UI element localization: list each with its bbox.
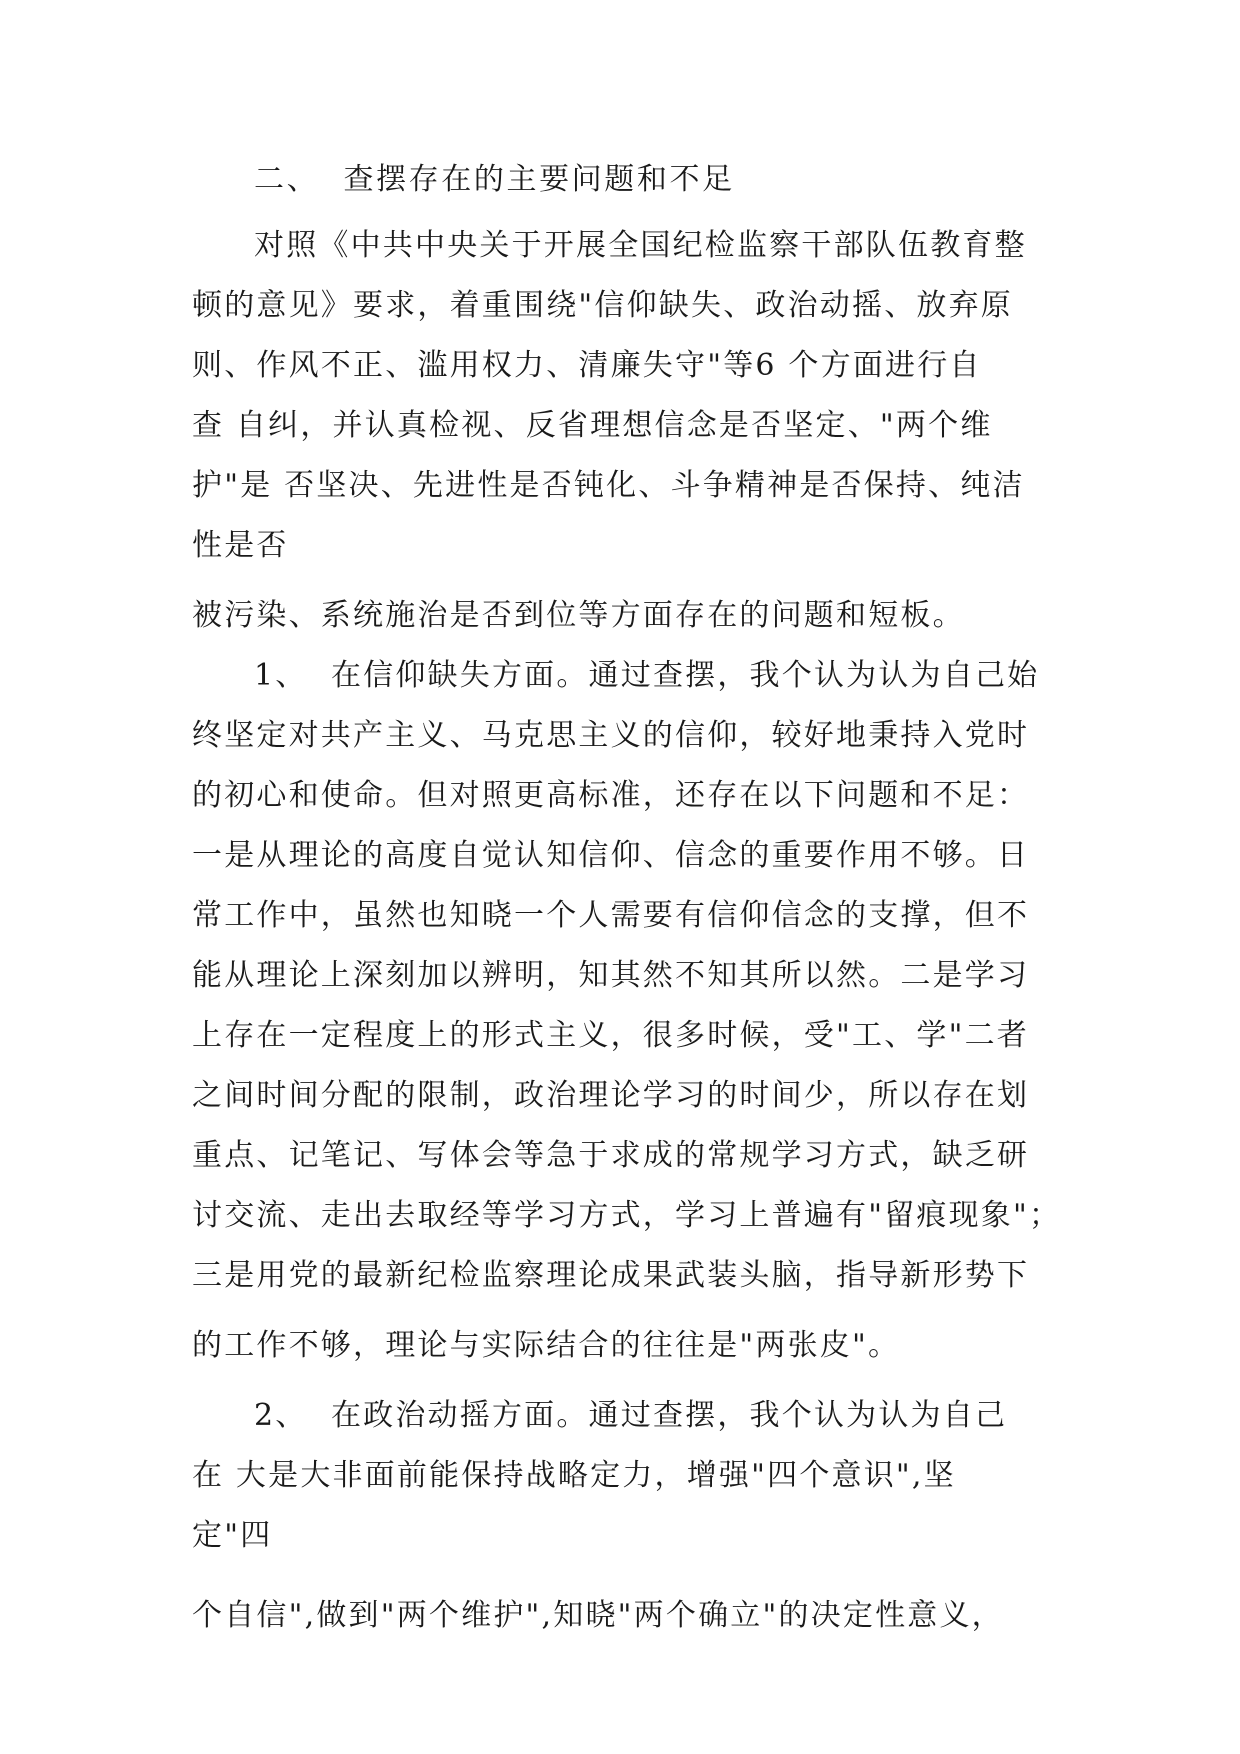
intro-line-5: 护"是 否坚决、先进性是否钝化、斗争精神是否保持、纯洁 bbox=[192, 468, 1025, 503]
intro-line-2: 顿的意见》要求，着重围绕"信仰缺失、政治动摇、放弃原 bbox=[192, 288, 1013, 323]
intro-line-1: 对照《中共中央关于开展全国纪检监察干部队伍教育整 bbox=[254, 228, 1027, 263]
item1-line-12: 的工作不够，理论与实际结合的往往是"两张皮"。 bbox=[192, 1328, 901, 1363]
item1-line-5: 常工作中，虽然也知晓一个人需要有信仰信念的支撑，但不 bbox=[192, 898, 1030, 933]
item1-line-9: 重点、记笔记、写体会等急于求成的常规学习方式，缺乏研 bbox=[192, 1138, 1030, 1173]
item1-line-8: 之间时间分配的限制，政治理论学习的时间少，所以存在划 bbox=[192, 1078, 1030, 1113]
item1-line-3: 的初心和使命。但对照更高标准，还存在以下问题和不足： bbox=[192, 778, 1030, 813]
item1-line-1: 1、 在信仰缺失方面。通过查摆，我个认为认为自己始 bbox=[254, 658, 1040, 693]
item2-line-4: 个自信",做到"两个维护",知晓"两个确立"的决定性意义， bbox=[192, 1598, 1004, 1633]
item1-line-6: 能从理论上深刻加以辨明，知其然不知其所以然。二是学习 bbox=[192, 958, 1030, 993]
item1-line-10: 讨交流、走出去取经等学习方式，学习上普遍有"留痕现象"； bbox=[192, 1198, 1062, 1233]
item1-line-4: 一是从理论的高度自觉认知信仰、信念的重要作用不够。日 bbox=[192, 838, 1030, 873]
item2-line-3: 定"四 bbox=[192, 1518, 273, 1553]
item1-line-7: 上存在一定程度上的形式主义，很多时候，受"工、学"二者 bbox=[192, 1018, 1029, 1053]
section-heading: 二、 查摆存在的主要问题和不足 bbox=[254, 162, 735, 197]
intro-line-6: 性是否 bbox=[192, 528, 289, 563]
item2-line-2: 在 大是大非面前能保持战略定力，增强"四个意识",坚 bbox=[192, 1458, 956, 1493]
item1-line-2: 终坚定对共产主义、马克思主义的信仰，较好地秉持入党时 bbox=[192, 718, 1030, 753]
item2-line-1: 2、 在政治动摇方面。通过查摆，我个认为认为自己 bbox=[254, 1398, 1008, 1433]
item1-line-11: 三是用党的最新纪检监察理论成果武装头脑，指导新形势下 bbox=[192, 1258, 1030, 1293]
intro-line-3: 则、作风不正、滥用权力、清廉失守"等6 个方面进行自 bbox=[192, 348, 982, 383]
intro-line-7: 被污染、系统施治是否到位等方面存在的问题和短板。 bbox=[192, 598, 965, 633]
intro-line-4: 查 自纠，并认真检视、反省理想信念是否坚定、"两个维 bbox=[192, 408, 993, 443]
